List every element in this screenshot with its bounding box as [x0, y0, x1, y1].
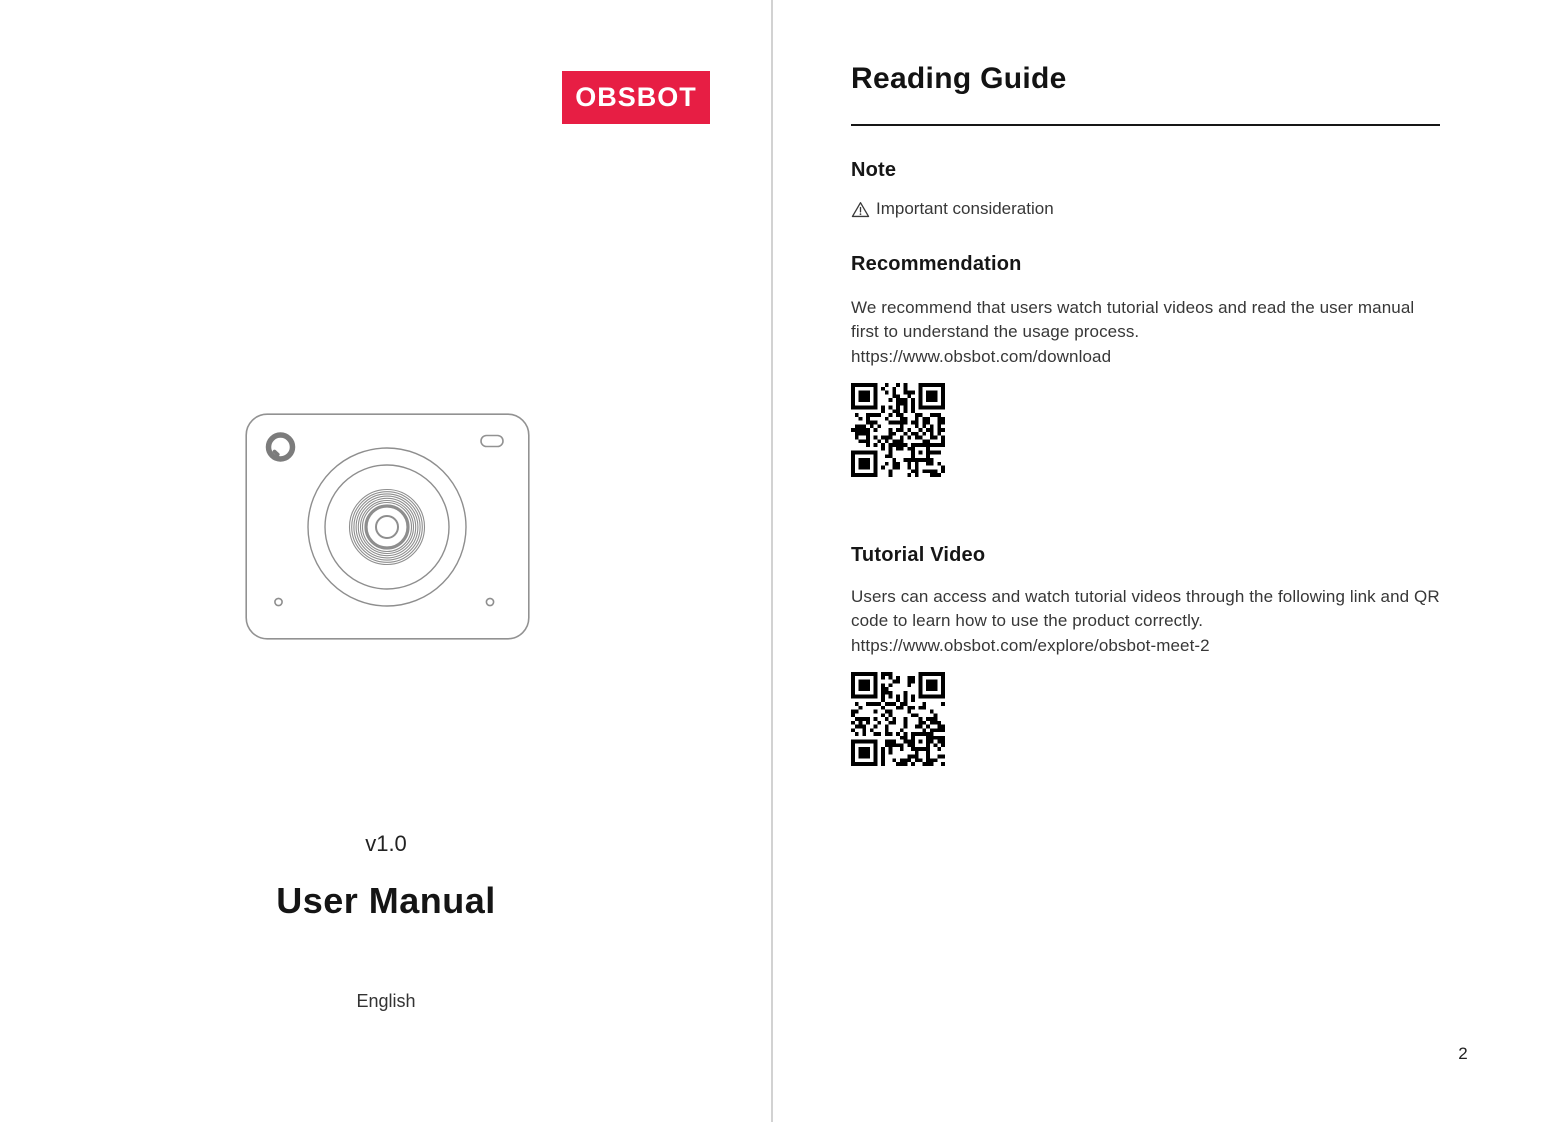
webcam-lens	[308, 448, 466, 606]
warning-triangle-icon	[851, 201, 870, 218]
obsbot-logo-text: OBSBOT	[575, 82, 697, 112]
section-title-recommendation: Recommendation	[851, 253, 1022, 275]
section-title-tutorial-video: Tutorial Video	[851, 544, 986, 566]
qr-code-download	[851, 383, 945, 477]
tutorial-text: Users can access and watch tutorial videos through the following link and QR code to learn how to use the product correctly.	[851, 587, 1440, 631]
section-title-note: Note	[851, 159, 897, 181]
download-link[interactable]: https://www.obsbot.com/download	[851, 346, 1112, 366]
heading-rule	[851, 124, 1440, 126]
manual-language: English	[356, 991, 416, 1011]
webcam-mic-right	[486, 598, 493, 605]
note-item	[851, 199, 1054, 219]
webcam-mic-left	[275, 598, 282, 605]
page-title: Reading Guide	[851, 62, 1067, 95]
manual-title: User Manual	[276, 880, 496, 921]
webcam-logo-mark	[269, 435, 293, 459]
obsbot-logo	[562, 71, 710, 124]
webcam-illustration	[245, 413, 530, 640]
tutorial-paragraph	[851, 585, 1443, 658]
qr-code-tutorial-video	[851, 672, 945, 766]
note-text: Important consideration	[876, 199, 1054, 218]
recommendation-paragraph	[851, 296, 1443, 369]
webcam-indicator	[481, 436, 503, 447]
manual-version: v1.0	[365, 831, 407, 856]
page-number: 2	[1458, 1044, 1468, 1063]
tutorial-link[interactable]: https://www.obsbot.com/explore/obsbot-meet-2	[851, 635, 1210, 655]
page-divider	[771, 0, 773, 1122]
recommendation-text: We recommend that users watch tutorial videos and read the user manual first to understand the usage process.	[851, 298, 1415, 342]
